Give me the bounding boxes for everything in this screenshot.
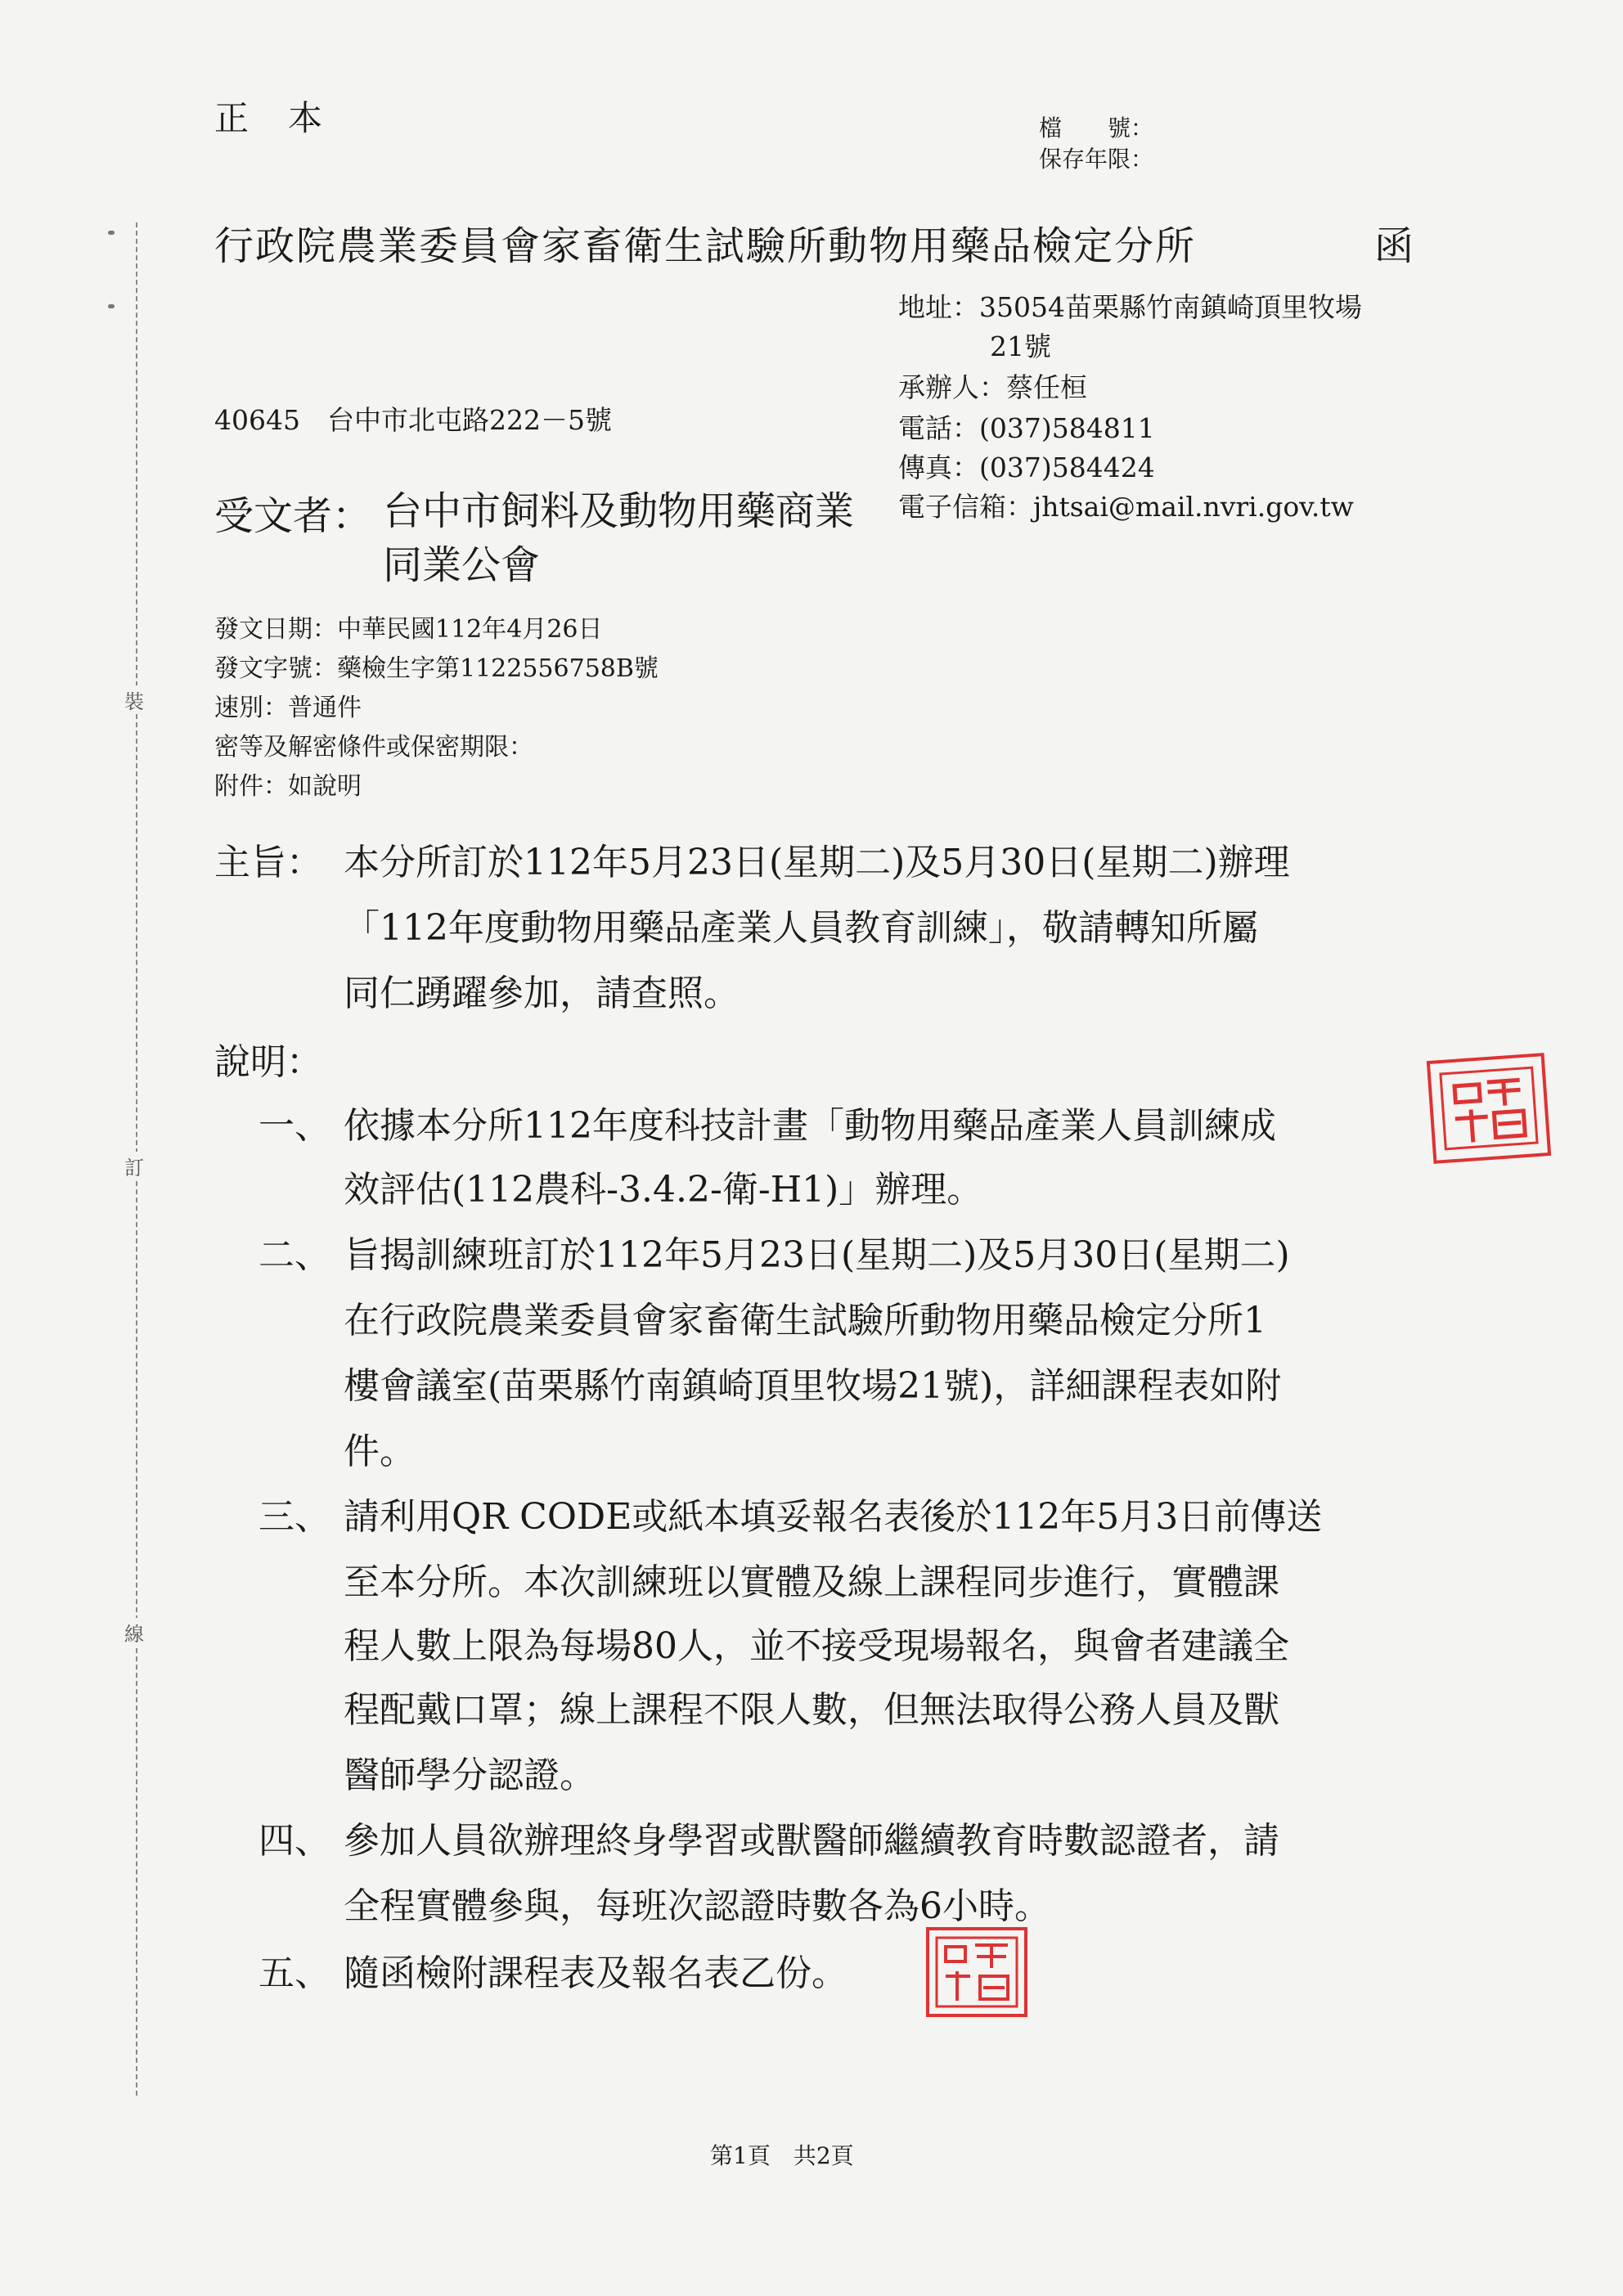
item-number: 五、 bbox=[259, 1952, 330, 1994]
punch-mark bbox=[108, 304, 115, 308]
item-line: 隨函檢附課程表及報名表乙份。 bbox=[344, 1952, 847, 1994]
item-line: 件。 bbox=[344, 1431, 416, 1472]
subject-line: 同仁踴躍參加，請查照。 bbox=[344, 973, 740, 1014]
seal-glyph-icon bbox=[934, 1935, 1019, 2009]
official-seal-small bbox=[926, 1927, 1027, 2017]
subject-label: 主旨： bbox=[214, 842, 322, 883]
issue-date: 發文日期：中華民國112年4月26日 bbox=[214, 615, 603, 644]
item-line: 旨揭訓練班訂於112年5月23日(星期二)及5月30日(星期二) bbox=[344, 1234, 1290, 1276]
email: 電子信箱：jhtsai@mail.nvri.gov.tw bbox=[898, 491, 1354, 523]
explanation-label: 說明： bbox=[214, 1041, 322, 1083]
item-number: 二、 bbox=[259, 1234, 330, 1276]
phone: 電話：(037)584811 bbox=[898, 412, 1155, 444]
file-number-label: 檔 號： bbox=[1039, 115, 1154, 142]
item-line: 參加人員欲辦理終身學習或獸醫師繼續教育時數認證者，請 bbox=[344, 1820, 1279, 1862]
subject-line: 本分所訂於112年5月23日(星期二)及5月30日(星期二)辦理 bbox=[344, 842, 1290, 883]
recipient-label: 受文者： bbox=[214, 493, 372, 539]
binding-mark-xian: 線 bbox=[124, 1618, 144, 1647]
item-line: 至本分所。本次訓練班以實體及線上課程同步進行，實體課 bbox=[344, 1561, 1279, 1603]
item-number: 三、 bbox=[259, 1496, 330, 1538]
item-line: 請利用QR CODE或紙本填妥報名表後於112年5月3日前傳送 bbox=[344, 1496, 1323, 1538]
recipient-name bbox=[383, 484, 854, 592]
item-number: 一、 bbox=[259, 1105, 330, 1147]
item-line: 全程實體參與，每班次認證時數各為6小時。 bbox=[344, 1885, 1050, 1927]
binding-mark-ding: 訂 bbox=[124, 1152, 144, 1180]
punch-mark bbox=[108, 231, 115, 235]
handler: 承辦人：蔡任桓 bbox=[898, 371, 1087, 403]
item-number: 四、 bbox=[259, 1820, 330, 1862]
attachment: 附件：如說明 bbox=[214, 772, 362, 801]
recipient-postal-address: 40645 台中市北屯路222－5號 bbox=[214, 404, 612, 436]
copy-label: 正本 bbox=[214, 98, 362, 138]
item-line: 在行政院農業委員會家畜衛生試驗所動物用藥品檢定分所1 bbox=[344, 1300, 1266, 1341]
issue-number: 發文字號：藥檢生字第1122556758B號 bbox=[214, 654, 659, 683]
speed-class: 速別：普通件 bbox=[214, 694, 362, 722]
page-number: 第1頁 共2頁 bbox=[710, 2142, 854, 2169]
item-line: 依據本分所112年度科技計畫「動物用藥品產業人員訓練成 bbox=[344, 1105, 1276, 1147]
item-line: 程人數上限為每場80人，並不接受現場報名，與會者建議全 bbox=[344, 1625, 1289, 1667]
binding-mark-zhuang: 裝 bbox=[124, 685, 144, 714]
item-line: 樓會議室(苗栗縣竹南鎮崎頂里牧場21號)，詳細課程表如附 bbox=[344, 1365, 1282, 1407]
recipient-line: 台中市飼料及動物用藥商業 bbox=[383, 488, 855, 534]
recipient-line: 同業公會 bbox=[383, 542, 541, 588]
item-line: 程配戴口罩；線上課程不限人數，但無法取得公務人員及獸 bbox=[344, 1689, 1279, 1731]
retention-label: 保存年限： bbox=[1039, 146, 1154, 173]
address-line2: 21號 bbox=[990, 330, 1051, 362]
item-line: 醫師學分認證。 bbox=[344, 1755, 596, 1796]
secrecy: 密等及解密條件或保密期限： bbox=[214, 733, 533, 762]
fax: 傳真：(037)584424 bbox=[898, 452, 1155, 483]
official-seal-large bbox=[1427, 1053, 1551, 1164]
agency-title: 行政院農業委員會家畜衛生試驗所動物用藥品檢定分所 bbox=[214, 223, 1197, 269]
subject-line: 「112年度動物用藥品產業人員教育訓練」，敬請轉知所屬 bbox=[344, 907, 1258, 949]
item-line: 效評估(112農科-3.4.2-衛-H1)」辦理。 bbox=[344, 1169, 983, 1211]
address-line1: 地址：35054苗栗縣竹南鎮崎頂里牧場 bbox=[898, 291, 1362, 323]
seal-glyph-icon bbox=[1437, 1064, 1541, 1152]
doc-type: 函 bbox=[1374, 223, 1414, 269]
